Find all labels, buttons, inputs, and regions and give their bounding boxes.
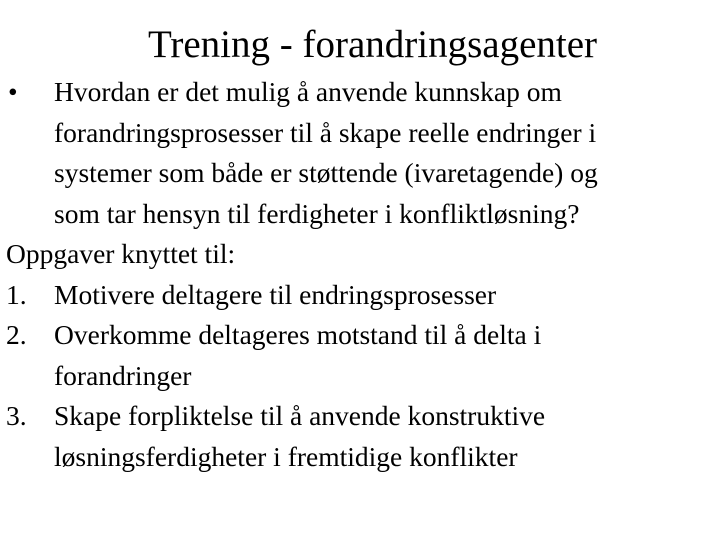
numbered-item-2 xyxy=(6,315,716,396)
bullet-line: Hvordan er det mulig å anvende kunnskap om xyxy=(54,76,562,107)
item-line: forandringer xyxy=(54,359,192,391)
tasks-intro: Oppgaver knyttet til: xyxy=(6,238,236,269)
slide-body xyxy=(6,72,716,477)
numbered-item-1 xyxy=(6,275,716,316)
item-number: 1. xyxy=(6,278,27,310)
item-line: Skape forpliktelse til å anvende konstruktive xyxy=(54,400,546,431)
bullet-line: som tar hensyn til ferdigheter i konfliktløsning? xyxy=(54,197,580,229)
item-number: 3. xyxy=(6,400,27,431)
bullet-line: systemer som både er støttende (ivaretagende) og xyxy=(54,157,598,188)
bullet-line: forandringsprosesser til å skape reelle endringer i xyxy=(54,116,597,148)
item-number: 2. xyxy=(6,319,27,350)
item-line: løsningsferdigheter i fremtidige konflikter xyxy=(54,440,518,472)
slide-title: Trening - forandringsagenter xyxy=(147,23,598,66)
item-line: Overkomme deltageres motstand til å delta i xyxy=(54,319,542,350)
item-line: Motivere deltagere til endringsprosesser xyxy=(54,278,497,310)
bullet-item xyxy=(6,72,716,234)
bullet-marker: • xyxy=(8,76,18,107)
numbered-item-3 xyxy=(6,396,716,477)
